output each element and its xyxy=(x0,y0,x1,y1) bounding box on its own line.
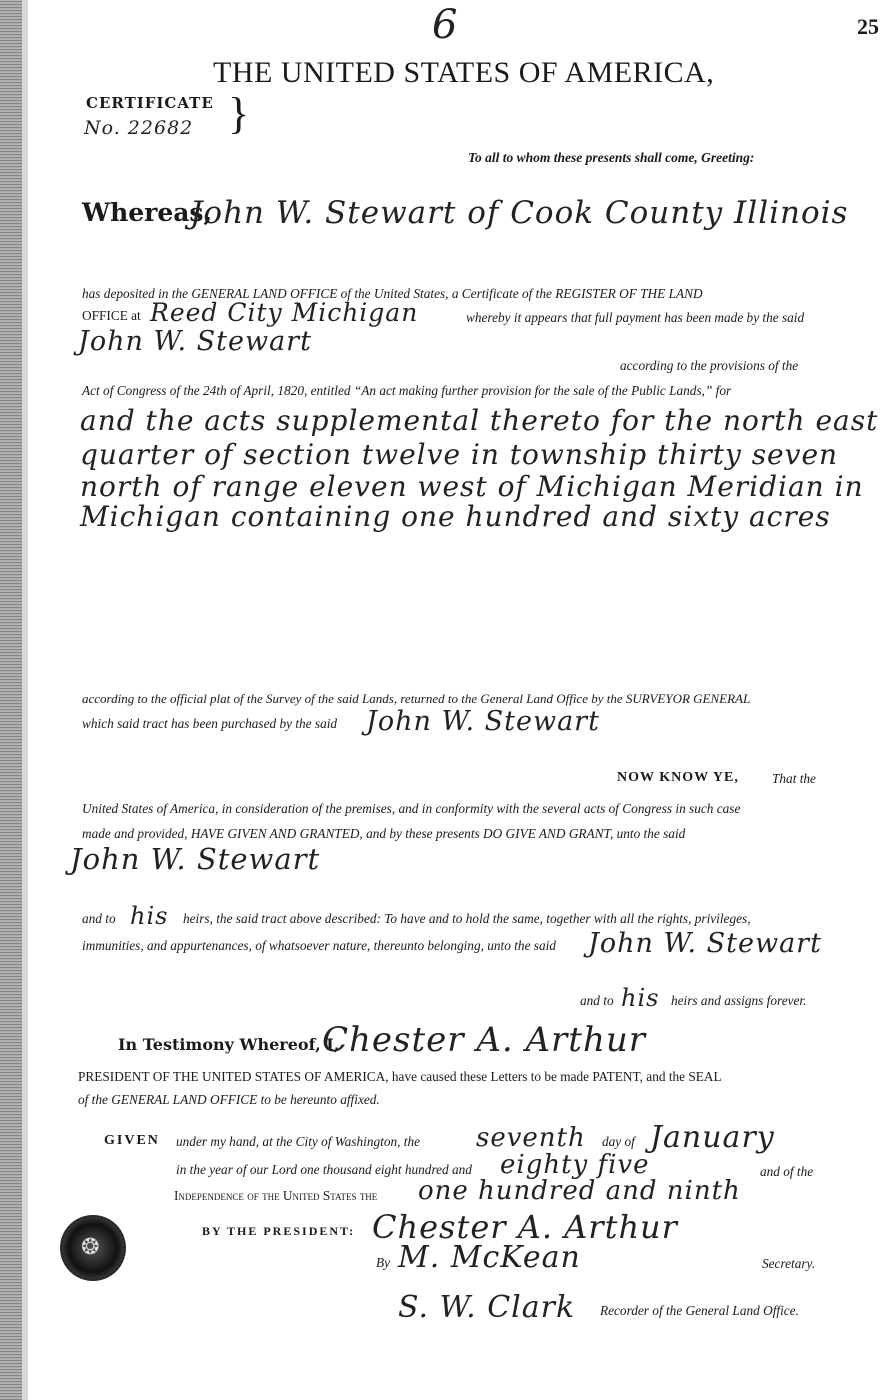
independence-year: one hundred and ninth xyxy=(418,1176,741,1206)
purchase-text: which said tract has been purchased by the said xyxy=(82,716,338,731)
scan-edge-strip xyxy=(0,0,22,1400)
grant-line-2: made and provided, HAVE GIVEN AND GRANTED, and by these presents DO GIVE AND GRANT, unto the said xyxy=(82,826,686,841)
certificate-label: CERTIFICATE xyxy=(86,94,214,112)
given-text-1: under my hand, at the City of Washington, the xyxy=(176,1134,421,1149)
now-know-ye: NOW KNOW YE, xyxy=(617,770,739,785)
testimony-line-1: PRESIDENT OF THE UNITED STATES OF AMERICA, have caused these Letters to be made PATENT, and the SEAL xyxy=(78,1069,722,1084)
president-name: Chester A. Arthur xyxy=(322,1020,647,1060)
scan-edge-shadow xyxy=(22,0,28,1400)
payment-text: whereby it appears that full payment has been made by the said xyxy=(466,310,805,325)
office-prefix: OFFICE at xyxy=(82,308,141,323)
grantee-name: John W. Stewart xyxy=(70,842,321,876)
act-text: Act of Congress of the 24th of April, 1820, entitled “An act making further provision for the sale of the Public Lands,” for xyxy=(82,383,732,398)
testimony-phrase: In Testimony Whereof, I, xyxy=(118,1035,340,1054)
deposit-line: has deposited in the GENERAL LAND OFFICE of the United States, a Certificate of the REGISTER OF THE LAND xyxy=(82,286,703,301)
by-label: By xyxy=(376,1255,391,1270)
land-description-line-1: and the acts supplemental thereto for the north east xyxy=(80,404,879,437)
grantee-name-2: John W. Stewart xyxy=(588,928,822,959)
grant-line-1: United States of America, in consideration of the premises, and in conformity with the several acts of Congress in such case xyxy=(82,801,741,816)
payer-name: John W. Stewart xyxy=(78,326,312,357)
recorder-title: Recorder of the General Land Office. xyxy=(600,1303,799,1318)
that-the: That the xyxy=(772,771,816,786)
given-month: January xyxy=(650,1120,775,1155)
secretary-signature: M. McKean xyxy=(398,1240,581,1275)
president-signature: Chester A. Arthur xyxy=(372,1208,678,1246)
land-description-line-3: north of range eleven west of Michigan Meridian in xyxy=(80,470,864,503)
given-day: seventh xyxy=(476,1123,586,1153)
recorder-signature: S. W. Clark xyxy=(398,1290,576,1325)
his-handwritten-1: his xyxy=(130,902,169,930)
plat-line: according to the official plat of the Survey of the said Lands, returned to the General Land Office by the SURVEYOR GENERAL xyxy=(82,691,751,706)
land-office-place: Reed City Michigan xyxy=(150,298,419,327)
page-number: 25 xyxy=(857,14,879,39)
heirs-prefix: and to xyxy=(82,911,116,926)
day-of: day of xyxy=(602,1134,635,1149)
applicant-name: John W. Stewart of Cook County Illinois xyxy=(190,195,849,231)
heirs-assigns: heirs and assigns forever. xyxy=(671,993,807,1008)
immunities-text: immunities, and appurtenances, of whatsoever nature, thereunto belonging, unto the said xyxy=(82,938,556,953)
by-the-president-label: BY THE PRESIDENT: xyxy=(202,1224,356,1238)
greeting: To all to whom these presents shall come, Greeting: xyxy=(468,150,755,165)
given-year: eighty five xyxy=(500,1150,650,1180)
land-description-line-4: Michigan containing one hundred and sixty acres xyxy=(80,500,831,533)
whereas-word: Whereas, xyxy=(82,198,213,227)
testimony-line-2: of the GENERAL LAND OFFICE to be hereunto affixed. xyxy=(78,1092,380,1107)
land-description-line-2: quarter of section twelve in township thirty seven xyxy=(80,438,839,471)
document-title: THE UNITED STATES OF AMERICA, xyxy=(213,56,715,89)
provisions-text: according to the provisions of the xyxy=(620,358,799,373)
and-to: and to xyxy=(580,993,614,1008)
independence-text: Independence of the United States the xyxy=(174,1188,378,1203)
heirs-text: heirs, the said tract above described: To have and to hold the same, together with all the rights, privileges, xyxy=(183,911,751,926)
given-text-2: in the year of our Lord one thousand eight hundred and xyxy=(176,1162,472,1177)
and-of-the: and of the xyxy=(760,1164,814,1179)
general-land-office-seal-icon: ❂ xyxy=(60,1215,126,1281)
secretary-title: Secretary. xyxy=(762,1256,816,1271)
handwritten-number: 6 xyxy=(432,2,459,48)
his-handwritten-2: his xyxy=(621,984,660,1012)
certificate-number: No. 22682 xyxy=(84,117,194,139)
certificate-brace: } xyxy=(228,89,250,138)
given-word: GIVEN xyxy=(104,1133,160,1148)
purchaser-name: John W. Stewart xyxy=(366,706,600,737)
